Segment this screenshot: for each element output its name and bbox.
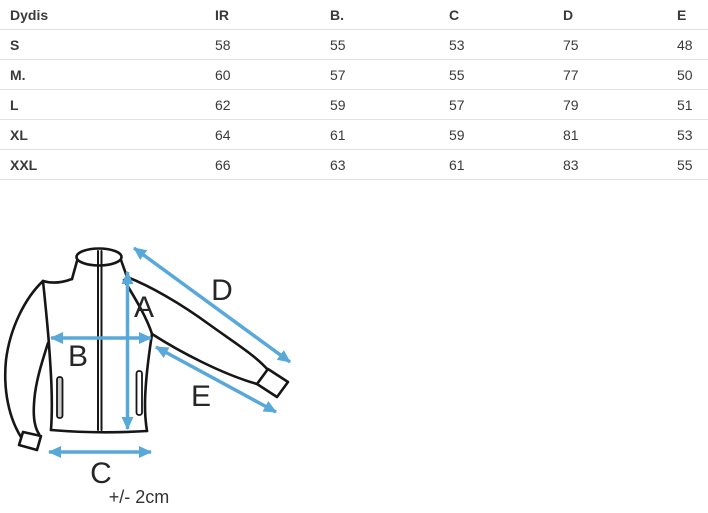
table-row (0, 120, 708, 150)
value-cell: 55 (667, 150, 708, 180)
value-cell: 53 (667, 120, 708, 150)
table-header-row (0, 0, 708, 30)
measurement-label-a: A (133, 291, 155, 324)
value-cell: 64 (205, 120, 320, 150)
table-row (0, 60, 708, 90)
left-sleeve (5, 281, 43, 437)
size-cell: M. (0, 60, 205, 90)
collar-left-side (72, 261, 77, 279)
value-cell: 57 (320, 60, 439, 90)
measurement-label-c: C (90, 457, 112, 490)
value-cell: 81 (553, 120, 667, 150)
jacket-measurement-diagram (0, 222, 330, 513)
value-cell: 75 (553, 30, 667, 60)
measurement-label-b: B (67, 340, 89, 373)
value-cell: 61 (320, 120, 439, 150)
size-cell: S (0, 30, 205, 60)
value-cell: 48 (667, 30, 708, 60)
value-cell: 61 (439, 150, 553, 180)
size-cell: L (0, 90, 205, 120)
measurement-label-e: E (190, 380, 212, 413)
tolerance-note: +/- 2cm (108, 487, 170, 507)
measurement-label-d: D (211, 274, 233, 307)
value-cell: 57 (439, 90, 553, 120)
size-table (0, 0, 708, 180)
right-pocket (137, 371, 143, 415)
value-cell: 55 (439, 60, 553, 90)
column-header-b: B. (320, 0, 439, 30)
jacket-outline (5, 249, 288, 451)
body-right-edge (145, 334, 152, 431)
right-sleeve-bottom-edge (152, 334, 257, 384)
value-cell: 53 (439, 30, 553, 60)
left-shoulder (43, 279, 72, 283)
zipper-line (98, 251, 102, 430)
column-header-d: D (553, 0, 667, 30)
column-header-c: C (439, 0, 553, 30)
column-header-size: Dydis (0, 0, 205, 30)
value-cell: 60 (205, 60, 320, 90)
column-header-e: E (667, 0, 708, 30)
value-cell: 51 (667, 90, 708, 120)
value-cell: 59 (439, 120, 553, 150)
value-cell: 50 (667, 60, 708, 90)
table-row (0, 150, 708, 180)
value-cell: 77 (553, 60, 667, 90)
table-row (0, 30, 708, 60)
value-cell: 58 (205, 30, 320, 60)
left-cuff (19, 432, 41, 450)
value-cell: 79 (553, 90, 667, 120)
value-cell: 66 (205, 150, 320, 180)
arrow-E (156, 347, 276, 412)
value-cell: 59 (320, 90, 439, 120)
column-header-ir: IR (205, 0, 320, 30)
size-cell: XXL (0, 150, 205, 180)
hem-line (51, 430, 147, 432)
left-pocket (57, 377, 63, 418)
value-cell: 63 (320, 150, 439, 180)
size-cell: XL (0, 120, 205, 150)
right-cuff (257, 369, 288, 397)
left-sleeve-inner-edge (34, 343, 48, 434)
value-cell: 83 (553, 150, 667, 180)
table-row (0, 90, 708, 120)
value-cell: 62 (205, 90, 320, 120)
value-cell: 55 (320, 30, 439, 60)
